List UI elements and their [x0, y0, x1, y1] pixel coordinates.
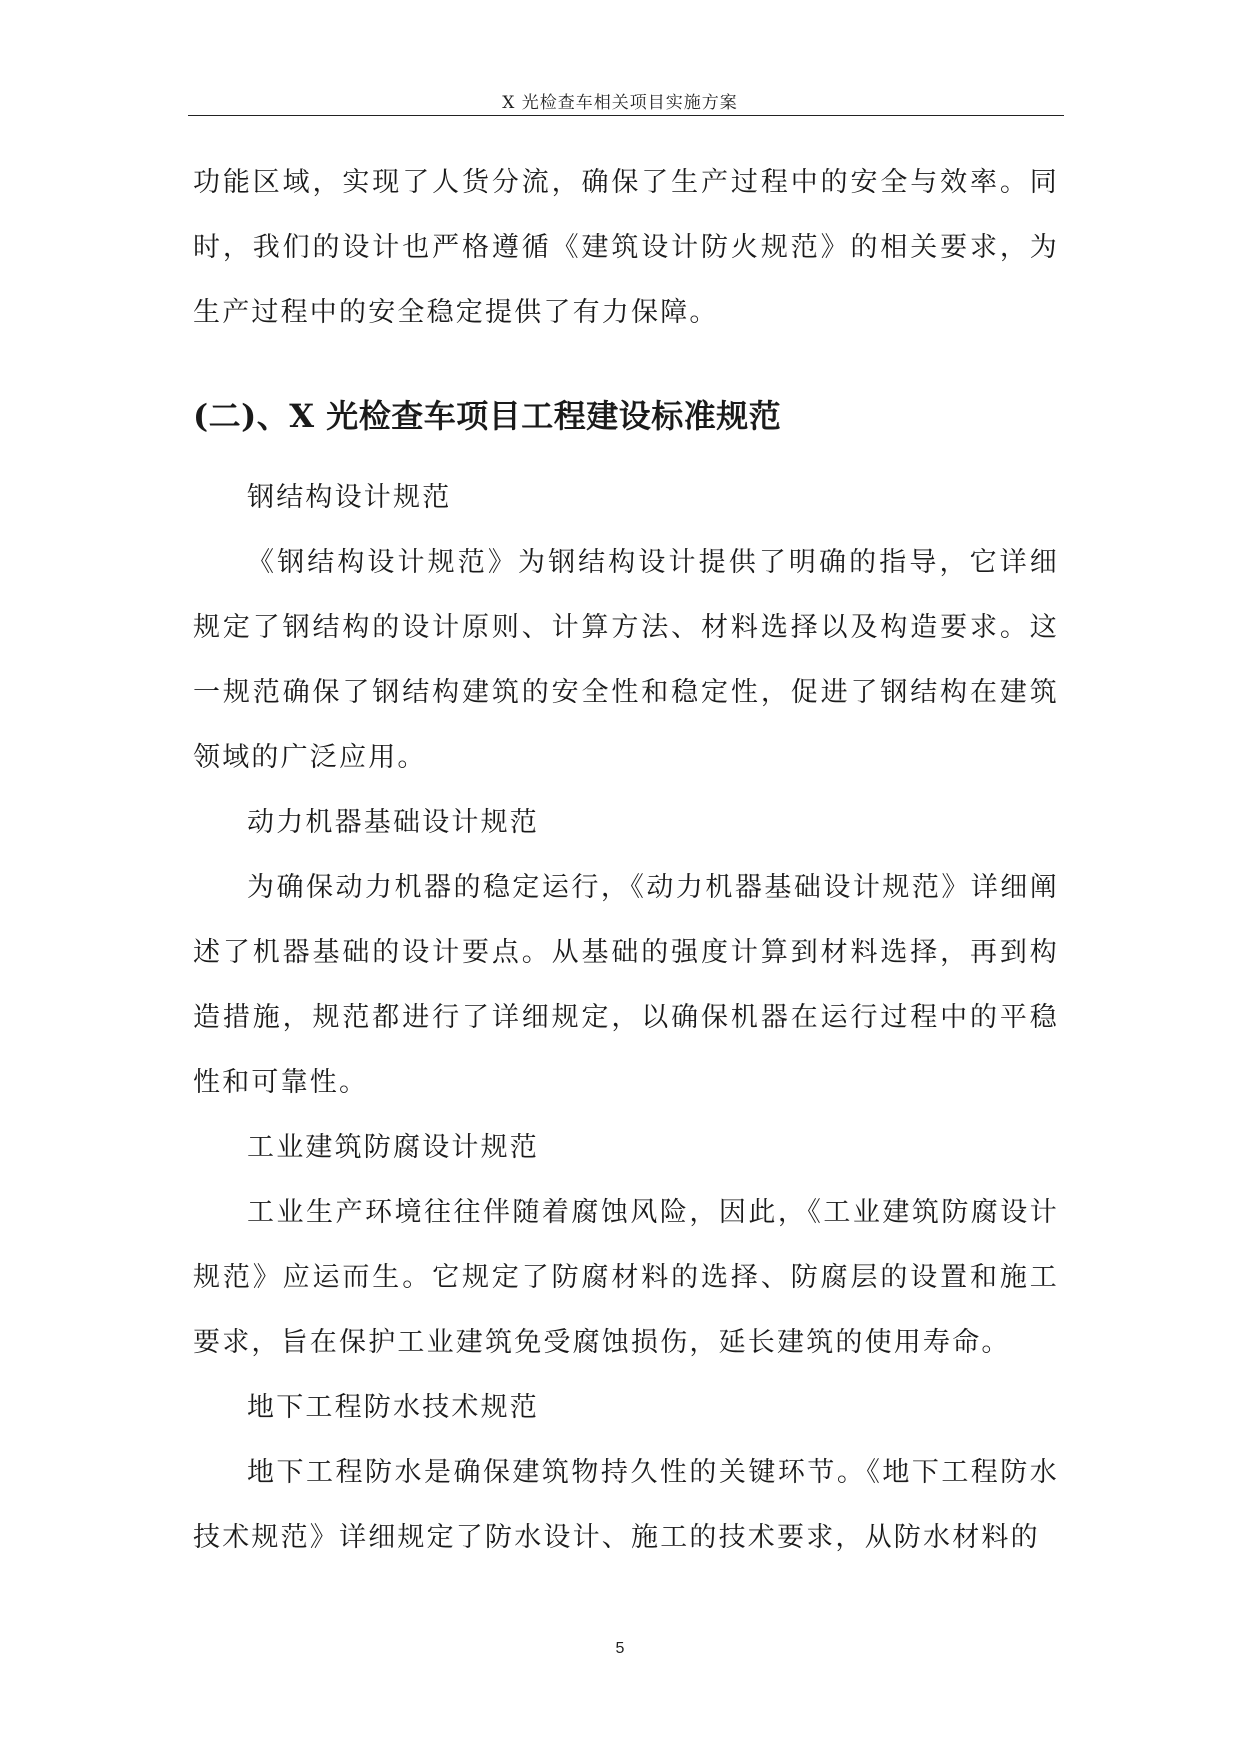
document-body — [193, 150, 1059, 1570]
paragraph-steel-structure: 《钢结构设计规范》为钢结构设计提供了明确的指导，它详细规定了钢结构的设计原则、计算方法、材料选择以及构造要求。这一规范确保了钢结构建筑的安全性和稳定性，促进了钢结构在建筑领域的广泛应用。 — [193, 547, 1059, 773]
subtitle-waterproofing: 地下工程防水技术规范 — [247, 1392, 539, 1423]
subtitle-anticorrosion: 工业建筑防腐设计规范 — [247, 1132, 539, 1163]
paragraph-anticorrosion: 工业生产环境往往伴随着腐蚀风险，因此，《工业建筑防腐设计规范》应运而生。它规定了防腐材料的选择、防腐层的设置和施工要求，旨在保护工业建筑免受腐蚀损伤，延长建筑的使用寿命。 — [193, 1197, 1059, 1358]
subtitle-machine-foundation: 动力机器基础设计规范 — [247, 807, 539, 838]
header-divider — [188, 115, 1064, 116]
intro-paragraph: 功能区域，实现了人货分流，确保了生产过程中的安全与效率。同时，我们的设计也严格遵循《建筑设计防火规范》的相关要求，为生产过程中的安全稳定提供了有力保障。 — [193, 167, 1059, 328]
subtitle-steel-structure: 钢结构设计规范 — [247, 482, 452, 513]
page-number: 5 — [615, 1640, 625, 1657]
running-header-title: X 光检查车相关项目实施方案 — [502, 93, 738, 113]
section-heading: (二)、X 光检查车项目工程建设标准规范 — [193, 397, 782, 435]
paragraph-waterproofing: 地下工程防水是确保建筑物持久性的关键环节。《地下工程防水技术规范》详细规定了防水设计、施工的技术要求，从防水材料的 — [193, 1457, 1059, 1553]
paragraph-machine-foundation: 为确保动力机器的稳定运行，《动力机器基础设计规范》详细阐述了机器基础的设计要点。从基础的强度计算到材料选择，再到构造措施，规范都进行了详细规定，以确保机器在运行过程中的平稳性和可靠性。 — [193, 872, 1059, 1098]
